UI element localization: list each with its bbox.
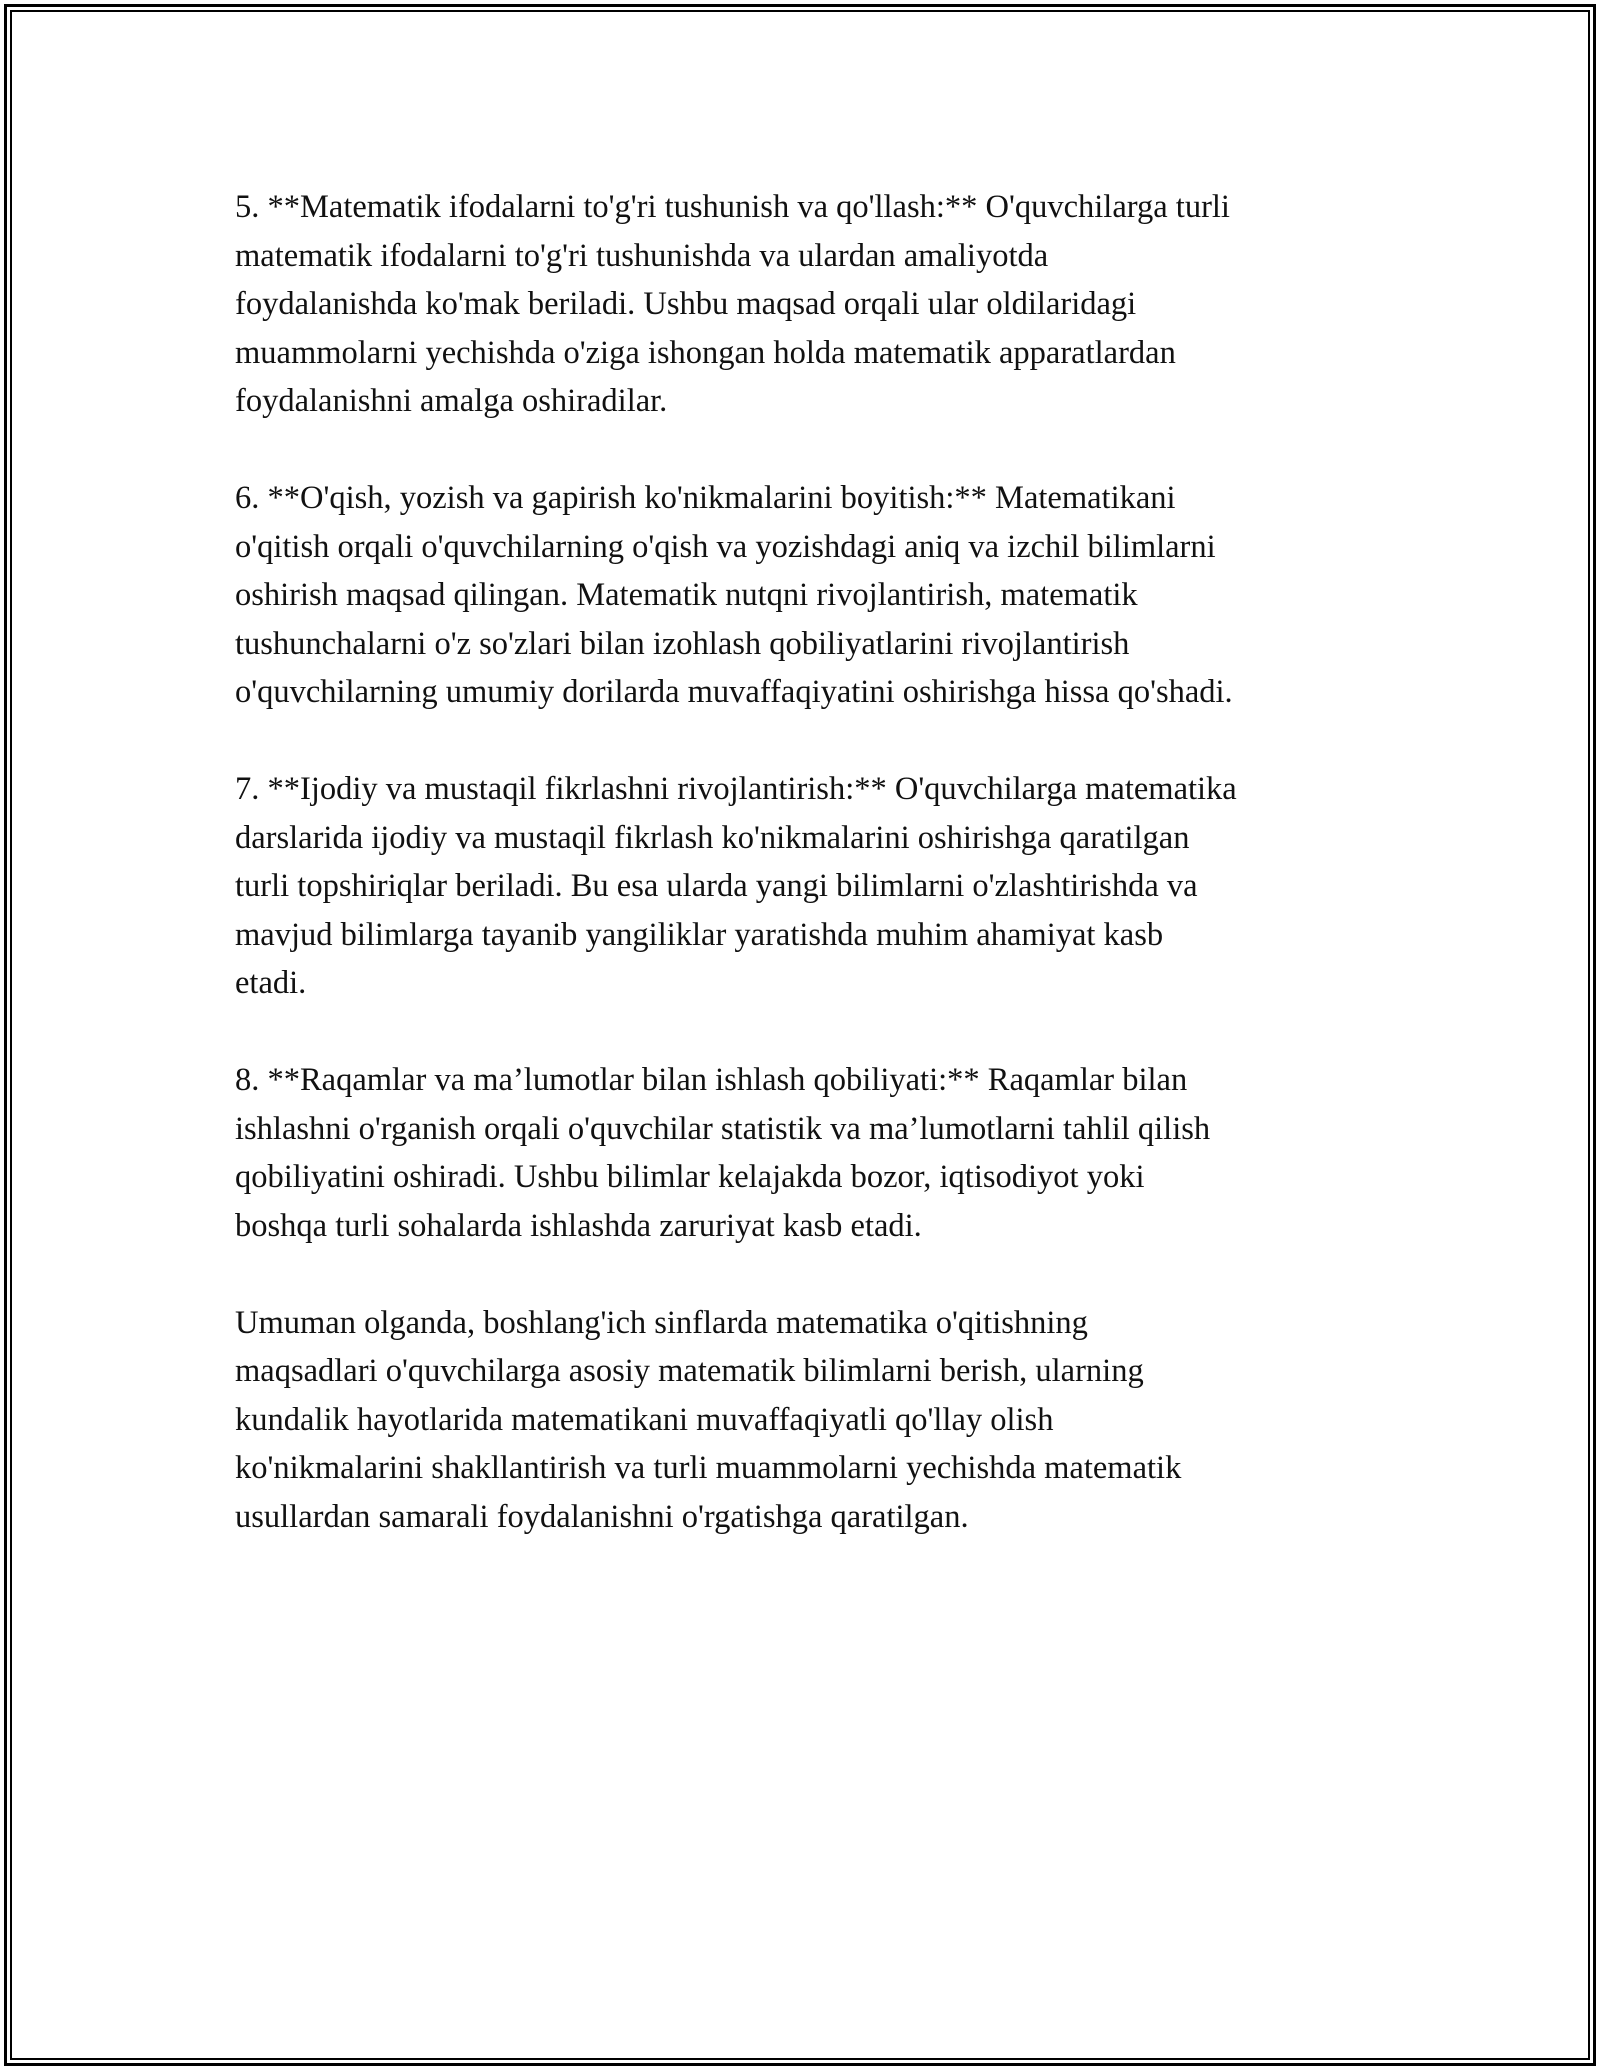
paragraph-goal-6: 6. **O'qish, yozish va gapirish ko'nikmalarini boyitish:** Matematikani o'qitish orqali o'quvchilarning o'qish va yozishdagi aniq va izchil bilimlarni oshirish maqsad qilingan. Matematik nutqni rivojlantirish, matematik tushunchalarni o'z so'zlari bilan izohlash qobiliyatlarini rivojlantirish o'quvchilarning umumiy dorilarda muvaffaqiyatini oshirishga hissa qo'shadi. — [235, 480, 1233, 710]
document-body — [235, 183, 1395, 1541]
paragraph-goal-5: 5. **Matematik ifodalarni to'g'ri tushunish va qo'llash:** O'quvchilarga turli matematik ifodalarni to'g'ri tushunishda va ulardan amaliyotda foydalanishda ko'mak beriladi. Ushbu maqsad orqali ular oldilaridagi muammolarni yechishda o'ziga ishongan holda matematik apparatlardan foydalanishni amalga oshiradilar. — [235, 189, 1230, 419]
paragraph-goal-8: 8. **Raqamlar va ma’lumotlar bilan ishlash qobiliyati:** Raqamlar bilan ishlashni o'rganish orqali o'quvchilar statistik va ma’lumotlarni tahlil qilish qobiliyatini oshiradi. Ushbu bilimlar kelajakda bozor, iqtisodiyot yoki boshqa turli sohalarda ishlashda zaruriyat kasb etadi. — [235, 1062, 1211, 1244]
paragraph-goal-7: 7. **Ijodiy va mustaqil fikrlashni rivojlantirish:** O'quvchilarga matematika darslarida ijodiy va mustaqil fikrlash ko'nikmalarini oshirishga qaratilgan turli topshiriqlar beriladi. Bu esa ularda yangi bilimlarni o'zlashtirishda va mavjud bilimlarga tayanib yangiliklar yaratishda muhim ahamiyat kasb etadi. — [235, 771, 1237, 1001]
paragraph-conclusion: Umuman olganda, boshlang'ich sinflarda matematika o'qitishning maqsadlari o'quvchilarga asosiy matematik bilimlarni berish, ularning kundalik hayotlarida matematikani muvaffaqiyatli qo'llay olish ko'nikmalarini shakllantirish va turli muammolarni yechishda matematik usullardan samarali foydalanishni o'rgatishga qaratilgan. — [235, 1304, 1182, 1535]
